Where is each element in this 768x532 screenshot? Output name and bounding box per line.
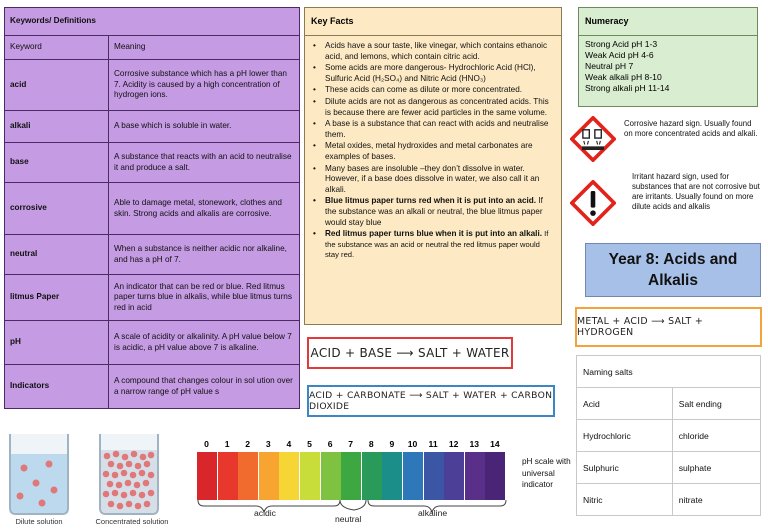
fact-item: • Many bases are insoluble –they don’t dissolve in water. However, if a base does dissolve in water, we also call it an alkali.: [313, 164, 555, 196]
metal-acid-equation: METAL + ACID ⟶ SALT + HYDROGEN: [575, 307, 762, 347]
numeracy-line: Weak Acid pH 4-6: [585, 50, 654, 60]
salt-ending-column-header: Salt ending: [672, 388, 760, 420]
keywords-table: [4, 7, 300, 409]
key-facts-panel: [304, 7, 562, 325]
keyword-meaning: An indicator that can be red or blue. Red litmus paper turns blue in alkalis, while blue litmus turns red in acid: [109, 275, 300, 321]
ph-color-swatch: [300, 452, 320, 500]
fact-item: [313, 229, 555, 261]
ph-number: 4: [286, 439, 292, 449]
ph-number: 13: [469, 439, 480, 449]
ph-number: 1: [224, 439, 230, 449]
numeracy-title: Numeracy: [579, 8, 757, 36]
ph-color-swatch: [279, 452, 299, 500]
ph-number: 6: [327, 439, 333, 449]
acid-column-header: Acid: [577, 388, 673, 420]
ph-number: 11: [428, 439, 438, 449]
keyword-term: alkali: [5, 111, 109, 143]
acid-carbonate-equation: ACID + CARBONATE ⟶ SALT + WATER + CARBON DIOXIDE: [307, 385, 555, 417]
keyword-meaning: Able to damage metal, stonework, clothes and skin. Strong acids and alkalis are corrosive.: [109, 183, 300, 235]
dilute-solution-label: Dilute solution: [15, 517, 63, 526]
ph-alkaline-label: alkaline: [418, 508, 448, 518]
fact-item: • Dilute acids are not as dangerous as concentrated acids. This is because there are fewer acid particles in the same volume.: [313, 97, 555, 118]
ph-number: 14: [490, 439, 500, 449]
keyword-meaning: When a substance is neither acidic nor alkaline, and has a pH of 7.: [109, 235, 300, 275]
fact-item: • Acids have a sour taste, like vinegar, which contains ethanoic acid, and lemons, which contain citric acid.: [313, 41, 555, 62]
salt-ending-cell: nitrate: [672, 484, 760, 516]
salt-ending-cell: chloride: [672, 420, 760, 452]
ph-color-swatch: [403, 452, 423, 500]
ph-number: 9: [389, 439, 395, 449]
ph-color-swatch: [197, 452, 217, 500]
salt-acid-cell: Hydrochloric: [577, 420, 673, 452]
dilute-beaker-image: [4, 428, 74, 516]
concentrated-beaker-image: [94, 428, 164, 516]
ph-color-swatch: [485, 452, 505, 500]
ph-neutral-label: neutral: [335, 514, 362, 524]
irritant-hazard-icon: [570, 180, 616, 226]
acid-base-equation: ACID + BASE ⟶ SALT + WATER: [307, 337, 513, 369]
numeracy-line: Weak alkali pH 8-10: [585, 72, 662, 82]
fact-bold-text: Red litmus paper turns blue when it is put into an alkali.: [325, 229, 542, 239]
concentrated-solution-label: Concentrated solution: [95, 517, 169, 526]
numeracy-panel: [578, 7, 758, 107]
page-title: Year 8: Acids and Alkalis: [585, 243, 761, 297]
salt-acid-cell: Sulphuric: [577, 452, 673, 484]
keyword-meaning: A substance that reacts with an acid to neutralise it and produce a salt.: [109, 143, 300, 183]
fact-item: • Some acids are more dangerous- Hydrochloric Acid (HCl), Sulfuric Acid (H₂SO₄) and Nitric Acid (HNO₃): [313, 63, 555, 84]
numeracy-line: Strong Acid pH 1-3: [585, 39, 658, 49]
keyword-meaning: A scale of acidity or alkalinity. A pH value below 7 is acidic, a pH value above 7 is alkaline.: [109, 321, 300, 365]
ph-number: 7: [348, 439, 354, 449]
fact-bold-text: Blue litmus paper turns red when it is put into an acid.: [325, 196, 537, 206]
keyword-term: Indicators: [5, 365, 109, 409]
fact-item: • A base is a substance that can react with acids and neutralise them.: [313, 119, 555, 140]
ph-color-swatch: [218, 452, 238, 500]
ph-color-swatch: [321, 452, 341, 500]
keyword-term: neutral: [5, 235, 109, 275]
ph-number: 3: [265, 439, 271, 449]
keyword-term: acid: [5, 60, 109, 111]
ph-color-swatch: [424, 452, 444, 500]
keywords-title: Keywords/ Definitions: [5, 8, 300, 36]
fact-item: [313, 196, 555, 228]
ph-color-swatch: [238, 452, 258, 500]
corrosive-hazard-text: Corrosive hazard sign. Usually found on more concentrated acids and alkali.: [624, 119, 758, 138]
ph-color-swatch: [259, 452, 279, 500]
keyword-term: pH: [5, 321, 109, 365]
meaning-column-header: Meaning: [109, 36, 300, 60]
ph-color-swatch: [362, 452, 382, 500]
fact-tail-text: If the substance was an alkali or neutral, the blue litmus paper would stay blue: [325, 196, 543, 227]
ph-acidic-label: acidic: [254, 508, 276, 518]
ph-number: 5: [307, 439, 312, 449]
keyword-meaning: A compound that changes colour in sol ution over a narrow range of pH value s: [109, 365, 300, 409]
ph-number: 8: [368, 439, 374, 449]
ph-number: 10: [407, 439, 418, 449]
naming-salts-table: [576, 355, 761, 516]
ph-color-swatch: [444, 452, 464, 500]
keyword-column-header: Keyword: [5, 36, 109, 60]
ph-color-swatch: [341, 452, 361, 500]
salt-acid-cell: Nitric: [577, 484, 673, 516]
key-facts-title: Key Facts: [305, 8, 561, 36]
irritant-hazard-text: Irritant hazard sign, used for substances that are not corrosive but are irritants. Usually found on more dilute acids and alkalis: [632, 172, 760, 211]
keyword-term: corrosive: [5, 183, 109, 235]
keyword-meaning: A base which is soluble in water.: [109, 111, 300, 143]
ph-scale-caption: pH scale with universal indicator: [522, 457, 571, 489]
ph-number: 0: [204, 439, 209, 449]
numeracy-line: Neutral pH 7: [585, 61, 634, 71]
fact-item: • Metal oxides, metal hydroxides and metal carbonates are examples of bases.: [313, 141, 555, 162]
fact-tail-text: If the substance was an acid or neutral the red litmus paper would stay red.: [325, 229, 549, 260]
ph-number: 2: [245, 439, 251, 449]
naming-salts-title: Naming salts: [577, 356, 761, 388]
key-facts-list: [305, 36, 561, 261]
ph-number: 12: [448, 439, 459, 449]
ph-color-swatch: [465, 452, 485, 500]
fact-item: • These acids can come as dilute or more concentrated.: [313, 85, 555, 96]
ph-color-swatch: [382, 452, 402, 500]
keyword-term: litmus Paper: [5, 275, 109, 321]
corrosive-hazard-icon: [570, 116, 616, 162]
keyword-term: base: [5, 143, 109, 183]
salt-ending-cell: sulphate: [672, 452, 760, 484]
keyword-meaning: Corrosive substance which has a pH lower than 7. Acidity is caused by a high concentration of hydrogen ions.: [109, 60, 300, 111]
numeracy-line: Strong alkali pH 11-14: [585, 83, 670, 93]
